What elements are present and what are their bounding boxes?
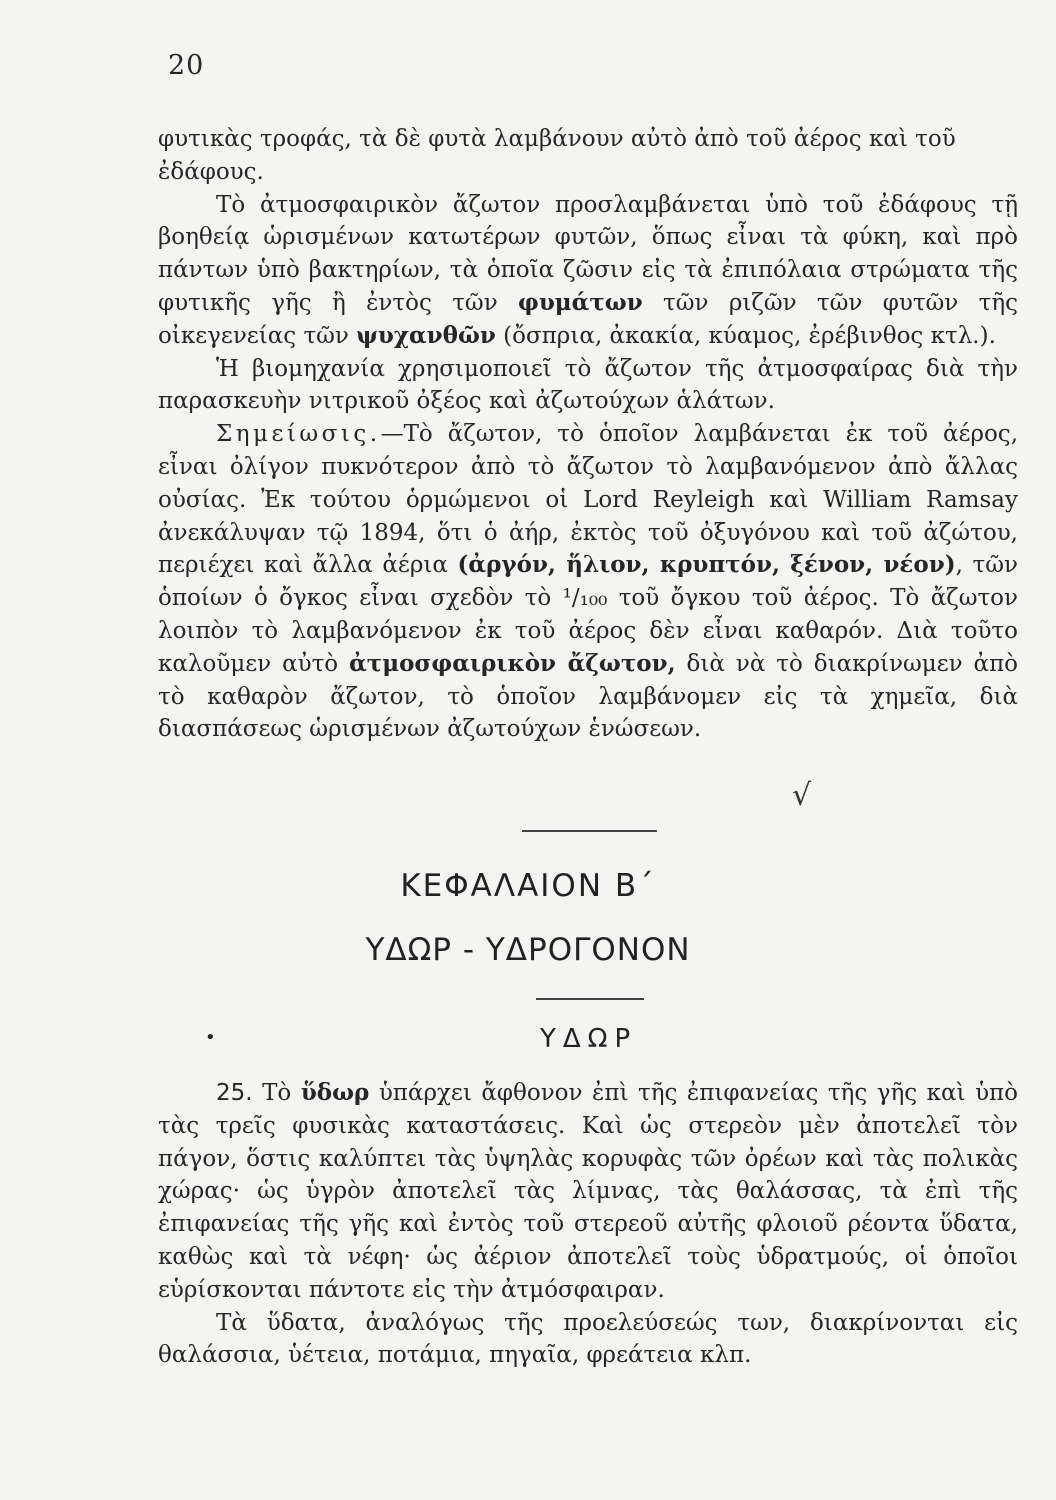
note-label: Σημείωσις. [216,421,381,448]
bold-term-water: ὕδωρ [300,1079,370,1106]
paragraph-water: 25. Τὸ ὕδωρ ὑπάρχει ἄφθονον ἐπὶ τῆς ἐπιφανείας τῆς γῆς καὶ ὑπὸ τὰς τρεῖς φυσικὰς καταστάσεις. Καὶ ὡς στερεὸν μὲν ἀποτελεῖ τὸν πάγον, ὅστις καλύπτει τὰς ὑψηλὰς κορυφὰς τῶν ὀρέων καὶ τὰς πολικὰς χώρας· ὡς ὑγρὸν ἀποτελεῖ τὰς λίμνας, τὰς θαλάσσας, τὰ ἐπὶ τῆς ἐπιφανείας τῆς γῆς καὶ ἐντὸς τοῦ στερεοῦ αὐτῆς φλοιοῦ ρέοντα ὕδατα, καθὼς καὶ τὰ νέφη· ὡς ἀέριον ἀποτελεῖ τοὺς ὑδρατμούς, οἱ ὁποῖοι εὑρίσκονται πάντοτε εἰς τὴν ἀτμόσφαιραν. [158,1079,1019,1303]
check-mark: √ [792,778,812,813]
fraction: ¹/₁₀₀ [562,585,608,612]
top-text-block [158,123,1018,746]
bold-noble-gases: (ἀργόν, ἥλιον, κρυπτόν, ξένον, νέον) [457,551,956,579]
divider-top [522,830,657,832]
chapter-heading: ΚΕΦΑΛΑΙΟΝ Β΄ [400,868,656,904]
bottom-text-block [158,1077,1018,1372]
chapter-title: ΥΔΩΡ - ΥΔΡΟΓΟΝΟΝ [365,932,691,968]
page-number: 20 [168,50,205,81]
paragraph-nitrogen-fixation: Τὸ ἀτμοσφαιρικὸν ἄζωτον προσλαμβάνεται ὑπὸ τοῦ ἐδάφους τῇ βοηθείᾳ ὡρισμένων κατωτέρων φυτῶν, ὅπως εἶναι τὰ φύκη, καὶ πρὸ πάντων ὑπὸ βακτηρίων, τὰ ὁποῖα ζῶσιν εἰς τὰ ἐπιπόλαια στρώματα τῆς φυτικῆς γῆς ἢ ἐντὸς τῶν φυμάτων τῶν ριζῶν τῶν φυτῶν τῆς οἰκεγενείας τῶν ψυχανθῶν (ὄσπρια, ἀκακία, κύαμος, ἐρέβινθος κτλ.). [158,191,1019,349]
bold-atmospheric-nitrogen: ἀτμοσφαιρικὸν ἄζωτον, [349,649,676,677]
paragraph-note: Σημείωσις.—Τὸ ἄζωτον, τὸ ὁποῖον λαμβάνεται ἐκ τοῦ ἀέρος, εἶναι ὀλίγον πυκνότερον ἀπὸ τὸ ἄζωτον τὸ λαμβανόμενον ἀπὸ ἄλλας οὐσίας. Ἐκ τούτου ὁρμώμενοι οἱ Lord Reyleigh καὶ William Ramsay ἀνεκάλυψαν τῷ 1894, ὅτι ὁ ἀήρ, ἐκτὸς τοῦ ὀξυγόνου καὶ τοῦ ἀζώτου, περιέχει καὶ ἄλλα ἀέρια (ἀργόν, ἥλιον, κρυπτόν, ξένον, νέον), τῶν ὁποίων ὁ ὄγκος εἶναι σχεδὸν τὸ ¹/₁₀₀ τοῦ ὄγκου τοῦ ἀέρος. Τὸ ἄζωτον λοιπὸν τὸ λαμβανόμενον ἐκ τοῦ ἀέρος δὲν εἶναι καθαρόν. Διὰ τοῦτο καλοῦμεν αὐτὸ ἀτμοσφαιρικὸν ἄζωτον, διὰ νὰ τὸ διακρίνωμεν ἀπὸ τὸ καθαρὸν ἄζωτον, τὸ ὁποῖον λαμβάνομεν εἰς τὰ χημεῖα, διὰ διασπάσεως ὡρισμένων ἀζωτούχων ἑνώσεων. [158,421,1019,743]
bold-term-nodules: φυμάτων [518,288,643,316]
section-heading: ΥΔΩΡ [540,1024,638,1054]
bullet-mark: • [205,1027,216,1048]
paragraph-continuation: φυτικὰς τροφάς, τὰ δὲ φυτὰ λαμβάνουν αὐτὸ ἀπὸ τοῦ ἀέρος καὶ τοῦ ἐδάφους. [158,126,956,185]
section-number: 25. [216,1080,253,1106]
paragraph-industry: Ἡ βιομηχανία χρησιμοποιεῖ τὸ ἄζωτον τῆς ἀτμοσφαίρας διὰ τὴν παρασκευὴν νιτρικοῦ ὀξέος καὶ ἀζωτούχων ἁλάτων. [158,355,1018,415]
bold-term-legumes: ψυχανθῶν [356,321,496,349]
paragraph-water-types: Τὰ ὕδατα, ἀναλόγως τῆς προελεύσεώς των, διακρίνονται εἰς θαλάσσια, ὑέτεια, ποτάμια, πηγαῖα, φρεάτεια κλπ. [158,1309,1018,1369]
divider-bottom [536,998,644,1000]
